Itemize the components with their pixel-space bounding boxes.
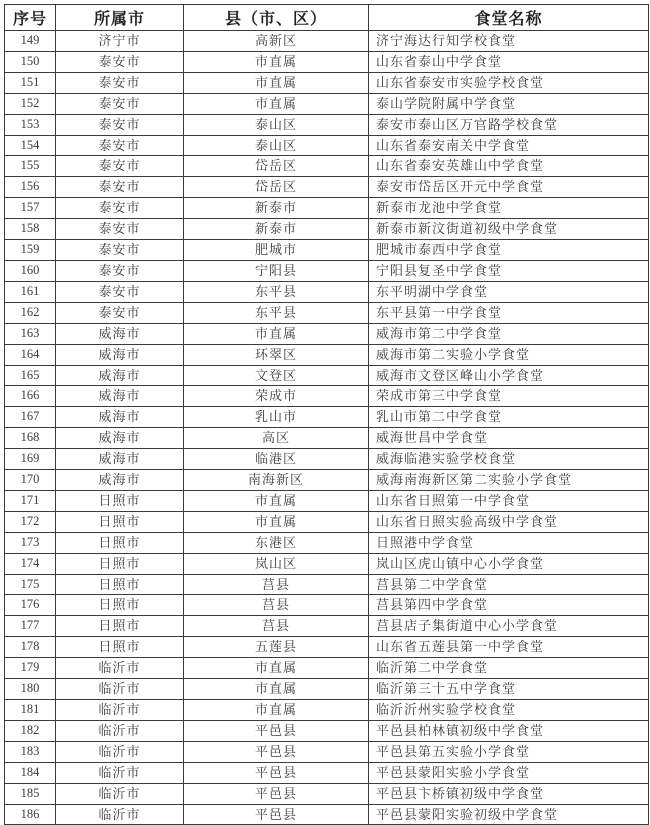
cell-city: 日照市 bbox=[56, 511, 184, 532]
cell-serial-number: 171 bbox=[5, 490, 56, 511]
table-row bbox=[5, 344, 649, 365]
cell-serial-number: 167 bbox=[5, 407, 56, 428]
cell-city: 泰安市 bbox=[56, 240, 184, 261]
cell-serial-number: 165 bbox=[5, 365, 56, 386]
cell-city: 日照市 bbox=[56, 574, 184, 595]
table-body bbox=[5, 31, 649, 825]
cell-city: 威海市 bbox=[56, 470, 184, 491]
cell-canteen-name: 岚山区虎山镇中心小学食堂 bbox=[369, 553, 649, 574]
cell-serial-number: 177 bbox=[5, 616, 56, 637]
cell-canteen-name: 荣成市第三中学食堂 bbox=[369, 386, 649, 407]
cell-canteen-name: 威海世昌中学食堂 bbox=[369, 428, 649, 449]
cell-city: 日照市 bbox=[56, 616, 184, 637]
cell-serial-number: 180 bbox=[5, 679, 56, 700]
cell-county: 莒县 bbox=[184, 616, 369, 637]
table-row bbox=[5, 281, 649, 302]
cell-city: 日照市 bbox=[56, 532, 184, 553]
cell-county: 岱岳区 bbox=[184, 156, 369, 177]
table-row bbox=[5, 595, 649, 616]
cell-county: 莒县 bbox=[184, 595, 369, 616]
cell-city: 威海市 bbox=[56, 386, 184, 407]
cell-canteen-name: 济宁海达行知学校食堂 bbox=[369, 31, 649, 52]
cell-county: 荣成市 bbox=[184, 386, 369, 407]
cell-serial-number: 152 bbox=[5, 93, 56, 114]
cell-canteen-name: 莒县店子集街道中心小学食堂 bbox=[369, 616, 649, 637]
cell-city: 泰安市 bbox=[56, 177, 184, 198]
cell-county: 宁阳县 bbox=[184, 260, 369, 281]
cell-canteen-name: 平邑县卞桥镇初级中学食堂 bbox=[369, 783, 649, 804]
cell-canteen-name: 平邑县柏林镇初级中学食堂 bbox=[369, 720, 649, 741]
table-row bbox=[5, 135, 649, 156]
cell-serial-number: 163 bbox=[5, 323, 56, 344]
cell-canteen-name: 威海市文登区峰山小学食堂 bbox=[369, 365, 649, 386]
table-row bbox=[5, 720, 649, 741]
column-header-no: 序号 bbox=[5, 5, 56, 31]
cell-canteen-name: 威海市第二中学食堂 bbox=[369, 323, 649, 344]
cell-county: 肥城市 bbox=[184, 240, 369, 261]
table-row bbox=[5, 31, 649, 52]
cell-canteen-name: 莒县第四中学食堂 bbox=[369, 595, 649, 616]
cell-city: 威海市 bbox=[56, 344, 184, 365]
cell-serial-number: 168 bbox=[5, 428, 56, 449]
cell-county: 岚山区 bbox=[184, 553, 369, 574]
cell-canteen-name: 临沂沂州实验学校食堂 bbox=[369, 700, 649, 721]
cell-canteen-name: 山东省泰山中学食堂 bbox=[369, 51, 649, 72]
cell-county: 平邑县 bbox=[184, 783, 369, 804]
cell-canteen-name: 山东省日照第一中学食堂 bbox=[369, 490, 649, 511]
cell-serial-number: 149 bbox=[5, 31, 56, 52]
table-row bbox=[5, 637, 649, 658]
canteen-table bbox=[4, 4, 649, 825]
column-header-city: 所属市 bbox=[56, 5, 184, 31]
table-row bbox=[5, 783, 649, 804]
cell-serial-number: 155 bbox=[5, 156, 56, 177]
table-row bbox=[5, 302, 649, 323]
cell-county: 新泰市 bbox=[184, 198, 369, 219]
cell-canteen-name: 平邑县蒙阳实验初级中学食堂 bbox=[369, 804, 649, 825]
cell-canteen-name: 宁阳县复圣中学食堂 bbox=[369, 260, 649, 281]
cell-county: 新泰市 bbox=[184, 219, 369, 240]
cell-county: 市直属 bbox=[184, 700, 369, 721]
column-header-county: 县（市、区） bbox=[184, 5, 369, 31]
cell-city: 临沂市 bbox=[56, 783, 184, 804]
cell-county: 市直属 bbox=[184, 679, 369, 700]
table-row bbox=[5, 658, 649, 679]
cell-serial-number: 175 bbox=[5, 574, 56, 595]
cell-serial-number: 172 bbox=[5, 511, 56, 532]
cell-serial-number: 185 bbox=[5, 783, 56, 804]
cell-canteen-name: 临沂第三十五中学食堂 bbox=[369, 679, 649, 700]
table-row bbox=[5, 511, 649, 532]
cell-city: 泰安市 bbox=[56, 93, 184, 114]
cell-serial-number: 158 bbox=[5, 219, 56, 240]
table-row bbox=[5, 470, 649, 491]
cell-city: 泰安市 bbox=[56, 198, 184, 219]
cell-serial-number: 166 bbox=[5, 386, 56, 407]
cell-city: 泰安市 bbox=[56, 51, 184, 72]
cell-serial-number: 178 bbox=[5, 637, 56, 658]
table-row bbox=[5, 574, 649, 595]
cell-serial-number: 176 bbox=[5, 595, 56, 616]
cell-county: 泰山区 bbox=[184, 135, 369, 156]
cell-canteen-name: 东平县第一中学食堂 bbox=[369, 302, 649, 323]
table-row bbox=[5, 700, 649, 721]
table-row bbox=[5, 679, 649, 700]
cell-serial-number: 150 bbox=[5, 51, 56, 72]
cell-county: 东平县 bbox=[184, 302, 369, 323]
table-row bbox=[5, 72, 649, 93]
cell-city: 临沂市 bbox=[56, 658, 184, 679]
cell-county: 文登区 bbox=[184, 365, 369, 386]
cell-city: 泰安市 bbox=[56, 281, 184, 302]
cell-county: 五莲县 bbox=[184, 637, 369, 658]
table-row bbox=[5, 260, 649, 281]
cell-county: 高区 bbox=[184, 428, 369, 449]
cell-serial-number: 169 bbox=[5, 449, 56, 470]
cell-canteen-name: 山东省日照实验高级中学食堂 bbox=[369, 511, 649, 532]
cell-serial-number: 153 bbox=[5, 114, 56, 135]
table-row bbox=[5, 428, 649, 449]
cell-canteen-name: 泰山学院附属中学食堂 bbox=[369, 93, 649, 114]
cell-canteen-name: 泰安市岱岳区开元中学食堂 bbox=[369, 177, 649, 198]
table-row bbox=[5, 532, 649, 553]
table-row bbox=[5, 323, 649, 344]
cell-canteen-name: 日照港中学食堂 bbox=[369, 532, 649, 553]
cell-serial-number: 173 bbox=[5, 532, 56, 553]
cell-county: 乳山市 bbox=[184, 407, 369, 428]
cell-county: 市直属 bbox=[184, 51, 369, 72]
cell-serial-number: 156 bbox=[5, 177, 56, 198]
table-row bbox=[5, 449, 649, 470]
cell-city: 威海市 bbox=[56, 428, 184, 449]
cell-county: 市直属 bbox=[184, 72, 369, 93]
cell-serial-number: 162 bbox=[5, 302, 56, 323]
cell-serial-number: 183 bbox=[5, 741, 56, 762]
table-row bbox=[5, 386, 649, 407]
cell-city: 泰安市 bbox=[56, 260, 184, 281]
table-row bbox=[5, 156, 649, 177]
cell-county: 平邑县 bbox=[184, 741, 369, 762]
cell-city: 威海市 bbox=[56, 407, 184, 428]
cell-county: 市直属 bbox=[184, 490, 369, 511]
table-row bbox=[5, 490, 649, 511]
cell-serial-number: 164 bbox=[5, 344, 56, 365]
cell-city: 临沂市 bbox=[56, 762, 184, 783]
cell-county: 平邑县 bbox=[184, 804, 369, 825]
table-row bbox=[5, 177, 649, 198]
column-header-canteen: 食堂名称 bbox=[369, 5, 649, 31]
cell-city: 临沂市 bbox=[56, 720, 184, 741]
cell-canteen-name: 泰安市泰山区万官路学校食堂 bbox=[369, 114, 649, 135]
cell-canteen-name: 威海市第二实验小学食堂 bbox=[369, 344, 649, 365]
cell-city: 日照市 bbox=[56, 595, 184, 616]
cell-county: 平邑县 bbox=[184, 720, 369, 741]
cell-county: 泰山区 bbox=[184, 114, 369, 135]
cell-city: 泰安市 bbox=[56, 114, 184, 135]
cell-canteen-name: 威海临港实验学校食堂 bbox=[369, 449, 649, 470]
table-row bbox=[5, 240, 649, 261]
cell-county: 平邑县 bbox=[184, 762, 369, 783]
table-row bbox=[5, 553, 649, 574]
cell-county: 岱岳区 bbox=[184, 177, 369, 198]
cell-city: 泰安市 bbox=[56, 72, 184, 93]
cell-city: 济宁市 bbox=[56, 31, 184, 52]
table-row bbox=[5, 114, 649, 135]
cell-canteen-name: 平邑县第五实验小学食堂 bbox=[369, 741, 649, 762]
table-row bbox=[5, 762, 649, 783]
cell-canteen-name: 山东省泰安英雄山中学食堂 bbox=[369, 156, 649, 177]
cell-canteen-name: 乳山市第二中学食堂 bbox=[369, 407, 649, 428]
cell-serial-number: 170 bbox=[5, 470, 56, 491]
cell-county: 临港区 bbox=[184, 449, 369, 470]
table-row bbox=[5, 219, 649, 240]
cell-canteen-name: 威海南海新区第二实验小学食堂 bbox=[369, 470, 649, 491]
cell-city: 日照市 bbox=[56, 553, 184, 574]
cell-city: 临沂市 bbox=[56, 700, 184, 721]
cell-county: 高新区 bbox=[184, 31, 369, 52]
cell-serial-number: 186 bbox=[5, 804, 56, 825]
cell-county: 东港区 bbox=[184, 532, 369, 553]
cell-serial-number: 184 bbox=[5, 762, 56, 783]
cell-canteen-name: 东平明湖中学食堂 bbox=[369, 281, 649, 302]
table-row bbox=[5, 198, 649, 219]
cell-city: 临沂市 bbox=[56, 741, 184, 762]
cell-city: 临沂市 bbox=[56, 804, 184, 825]
table-row bbox=[5, 51, 649, 72]
cell-serial-number: 159 bbox=[5, 240, 56, 261]
cell-city: 泰安市 bbox=[56, 135, 184, 156]
cell-serial-number: 174 bbox=[5, 553, 56, 574]
cell-serial-number: 179 bbox=[5, 658, 56, 679]
cell-serial-number: 157 bbox=[5, 198, 56, 219]
cell-canteen-name: 山东省五莲县第一中学食堂 bbox=[369, 637, 649, 658]
header-row bbox=[5, 5, 649, 31]
cell-city: 威海市 bbox=[56, 323, 184, 344]
cell-city: 威海市 bbox=[56, 365, 184, 386]
table-row bbox=[5, 365, 649, 386]
cell-serial-number: 161 bbox=[5, 281, 56, 302]
cell-city: 临沂市 bbox=[56, 679, 184, 700]
cell-serial-number: 160 bbox=[5, 260, 56, 281]
cell-city: 威海市 bbox=[56, 449, 184, 470]
cell-canteen-name: 新泰市龙池中学食堂 bbox=[369, 198, 649, 219]
table-row bbox=[5, 741, 649, 762]
cell-county: 市直属 bbox=[184, 658, 369, 679]
cell-county: 市直属 bbox=[184, 323, 369, 344]
cell-serial-number: 181 bbox=[5, 700, 56, 721]
cell-serial-number: 154 bbox=[5, 135, 56, 156]
cell-county: 市直属 bbox=[184, 93, 369, 114]
cell-canteen-name: 山东省泰安南关中学食堂 bbox=[369, 135, 649, 156]
cell-city: 日照市 bbox=[56, 637, 184, 658]
cell-canteen-name: 新泰市新汶街道初级中学食堂 bbox=[369, 219, 649, 240]
cell-canteen-name: 莒县第二中学食堂 bbox=[369, 574, 649, 595]
cell-serial-number: 151 bbox=[5, 72, 56, 93]
table-row bbox=[5, 616, 649, 637]
cell-city: 泰安市 bbox=[56, 219, 184, 240]
cell-city: 泰安市 bbox=[56, 302, 184, 323]
cell-canteen-name: 山东省泰安市实验学校食堂 bbox=[369, 72, 649, 93]
table-row bbox=[5, 93, 649, 114]
cell-county: 南海新区 bbox=[184, 470, 369, 491]
cell-county: 东平县 bbox=[184, 281, 369, 302]
cell-county: 环翠区 bbox=[184, 344, 369, 365]
cell-city: 泰安市 bbox=[56, 156, 184, 177]
cell-canteen-name: 平邑县蒙阳实验小学食堂 bbox=[369, 762, 649, 783]
table-row bbox=[5, 407, 649, 428]
table-row bbox=[5, 804, 649, 825]
cell-canteen-name: 临沂第二中学食堂 bbox=[369, 658, 649, 679]
cell-canteen-name: 肥城市泰西中学食堂 bbox=[369, 240, 649, 261]
cell-serial-number: 182 bbox=[5, 720, 56, 741]
cell-county: 市直属 bbox=[184, 511, 369, 532]
cell-county: 莒县 bbox=[184, 574, 369, 595]
cell-city: 日照市 bbox=[56, 490, 184, 511]
